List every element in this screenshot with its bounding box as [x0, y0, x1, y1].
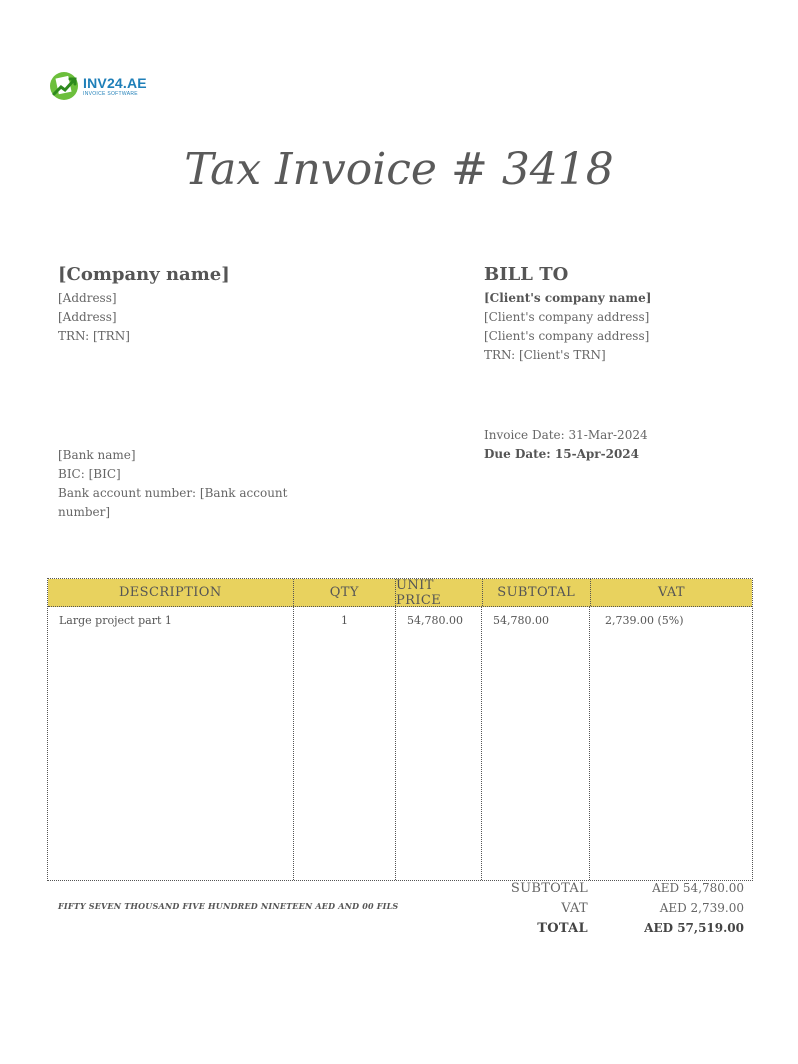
company-logo — [48, 70, 147, 102]
cell-unit-price: 54,780.00 — [396, 607, 482, 880]
table-header — [48, 579, 752, 607]
bill-to-block — [484, 264, 754, 365]
vat-label: VAT — [561, 900, 588, 916]
total-label: TOTAL — [537, 920, 588, 936]
invoice-title: Tax Invoice # 3418 — [184, 144, 614, 195]
cell-subtotal: 54,780.00 — [482, 607, 590, 880]
seller-block — [58, 264, 388, 346]
cell-qty: 1 — [294, 607, 396, 880]
client-address-2: [Client's company address] — [484, 329, 650, 343]
bank-block — [58, 446, 288, 522]
total-row — [460, 918, 744, 938]
amount-in-words: FIFTY SEVEN THOUSAND FIVE HUNDRED NINETEEN AED AND 00 FILS — [58, 901, 399, 911]
column-header-vat: VAT — [657, 585, 685, 600]
due-date: Due Date: 15-Apr-2024 — [484, 447, 639, 461]
logo-tagline: INVOICE SOFTWARE — [83, 90, 138, 97]
client-company-name: [Client's company name] — [484, 291, 652, 305]
subtotal-row — [460, 878, 744, 898]
cell-description: Large project part 1 — [48, 607, 294, 880]
column-header-subtotal: SUBTOTAL — [483, 579, 591, 606]
dates-block — [484, 426, 754, 464]
table-row — [48, 607, 752, 880]
seller-trn: TRN: [TRN] — [58, 329, 130, 343]
client-address-1: [Client's company address] — [484, 310, 650, 324]
bank-account-line-1: Bank account number: [Bank account — [58, 486, 288, 500]
total-value: AED 57,519.00 — [644, 921, 744, 935]
seller-address-2: [Address] — [58, 310, 117, 324]
totals-block — [460, 878, 744, 938]
column-header-unit-price: UNIT PRICE — [396, 579, 483, 606]
bank-name: [Bank name] — [58, 448, 136, 462]
column-header-qty: QTY — [294, 579, 396, 606]
vat-value: AED 2,739.00 — [659, 901, 744, 915]
bank-account-line-2: number] — [58, 505, 111, 519]
logo-icon — [48, 70, 80, 102]
seller-address-1: [Address] — [58, 291, 117, 305]
subtotal-value: AED 54,780.00 — [652, 881, 744, 895]
cell-vat: 2,739.00 (5%) — [605, 614, 684, 627]
bank-bic: BIC: [BIC] — [58, 467, 121, 481]
items-table — [47, 578, 753, 881]
invoice-date: Invoice Date: 31-Mar-2024 — [484, 428, 648, 442]
vat-row — [460, 898, 744, 918]
subtotal-label: SUBTOTAL — [510, 880, 588, 896]
seller-company-name: [Company name] — [58, 264, 230, 285]
logo-name: INV24.AE — [83, 74, 147, 91]
client-trn: TRN: [Client's TRN] — [484, 348, 606, 362]
column-header-description: DESCRIPTION — [48, 579, 294, 606]
bill-to-heading: BILL TO — [484, 264, 569, 285]
